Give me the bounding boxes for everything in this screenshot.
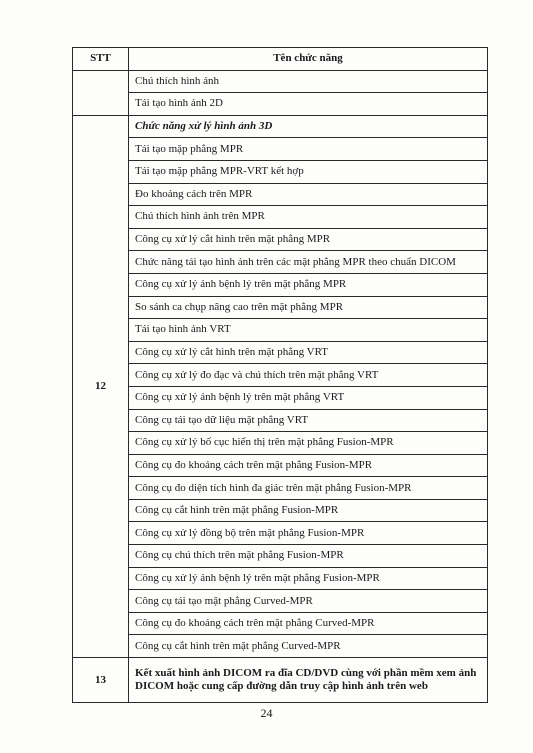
function-name: Tái tạo hình ảnh 2D: [129, 93, 488, 116]
table-row: [73, 567, 488, 590]
function-name: Chú thích hình ảnh: [129, 70, 488, 93]
table-row: [73, 228, 488, 251]
table-row: [73, 251, 488, 274]
table-body: [73, 70, 488, 702]
table-row: [73, 183, 488, 206]
section-title: Chức năng xử lý hình ảnh 3D: [129, 115, 488, 138]
table-row: [73, 477, 488, 500]
section-title: Kết xuất hình ảnh DICOM ra đĩa CD/DVD cùng với phần mềm xem ảnh DICOM hoặc cung cấp đường dẫn truy cập hình ảnh trên web: [129, 658, 488, 703]
stt-cell: 13: [73, 658, 129, 703]
table-row: [73, 93, 488, 116]
table-row: [73, 206, 488, 229]
table-row: [73, 115, 488, 138]
function-name: Công cụ xử lý đo đạc và chú thích trên mặt phẳng VRT: [129, 364, 488, 387]
table-row: [73, 341, 488, 364]
table-row: [73, 454, 488, 477]
table-row: [73, 319, 488, 342]
header-function-name: Tên chức năng: [129, 48, 488, 71]
table-row: [73, 70, 488, 93]
function-name: Công cụ xử lý ảnh bệnh lý trên mặt phẳng VRT: [129, 386, 488, 409]
function-name: Công cụ xử lý ảnh bệnh lý trên mặt phẳng MPR: [129, 273, 488, 296]
function-name: Công cụ xử lý cắt hình trên mặt phẳng VRT: [129, 341, 488, 364]
function-name: Chức năng tái tạo hình ảnh trên các mặt phẳng MPR theo chuẩn DICOM: [129, 251, 488, 274]
table-row: [73, 160, 488, 183]
function-name: Tái tạo hình ảnh VRT: [129, 319, 488, 342]
stt-cell: [73, 70, 129, 115]
table-row: [73, 364, 488, 387]
table-row: [73, 545, 488, 568]
function-name: Công cụ tái tạo mặt phẳng Curved-MPR: [129, 590, 488, 613]
function-name: Công cụ cắt hình trên mặt phẳng Curved-MPR: [129, 635, 488, 658]
table-row: [73, 658, 488, 703]
function-name: Tái tạo mặp phẳng MPR-VRT kết hợp: [129, 160, 488, 183]
function-name: Công cụ đo diện tích hình đa giác trên mặt phẳng Fusion-MPR: [129, 477, 488, 500]
table-row: [73, 409, 488, 432]
function-name: Công cụ tái tạo dữ liệu mặt phẳng VRT: [129, 409, 488, 432]
function-name: Công cụ xử lý ảnh bệnh lý trên mặt phẳng Fusion-MPR: [129, 567, 488, 590]
stt-cell: 12: [73, 115, 129, 657]
page-number: 24: [260, 706, 273, 720]
function-name: Công cụ xử lý đồng bộ trên mặt phẳng Fusion-MPR: [129, 522, 488, 545]
function-name: Công cụ cắt hình trên mặt phẳng Fusion-MPR: [129, 499, 488, 522]
function-name: Công cụ đo khoảng cách trên mặt phẳng Fusion-MPR: [129, 454, 488, 477]
function-name: Tái tạo mặp phẳng MPR: [129, 138, 488, 161]
function-name: So sánh ca chụp nâng cao trên mặt phẳng MPR: [129, 296, 488, 319]
header-stt: STT: [73, 48, 129, 71]
table-row: [73, 612, 488, 635]
table-row: [73, 386, 488, 409]
function-table: [72, 47, 488, 703]
table-row: [73, 296, 488, 319]
function-name: Công cụ chú thích trên mặt phẳng Fusion-MPR: [129, 545, 488, 568]
table-row: [73, 138, 488, 161]
function-name: Công cụ xử lý bố cục hiển thị trên mặt phẳng Fusion-MPR: [129, 432, 488, 455]
table-header-row: [73, 48, 488, 71]
table-row: [73, 432, 488, 455]
function-name: Công cụ đo khoảng cách trên mặt phẳng Curved-MPR: [129, 612, 488, 635]
table-row: [73, 590, 488, 613]
function-name: Chú thích hình ảnh trên MPR: [129, 206, 488, 229]
table-row: [73, 635, 488, 658]
function-name: Công cụ xử lý cắt hình trên mặt phẳng MPR: [129, 228, 488, 251]
table-row: [73, 273, 488, 296]
table-row: [73, 522, 488, 545]
function-name: Đo khoảng cách trên MPR: [129, 183, 488, 206]
table-row: [73, 499, 488, 522]
